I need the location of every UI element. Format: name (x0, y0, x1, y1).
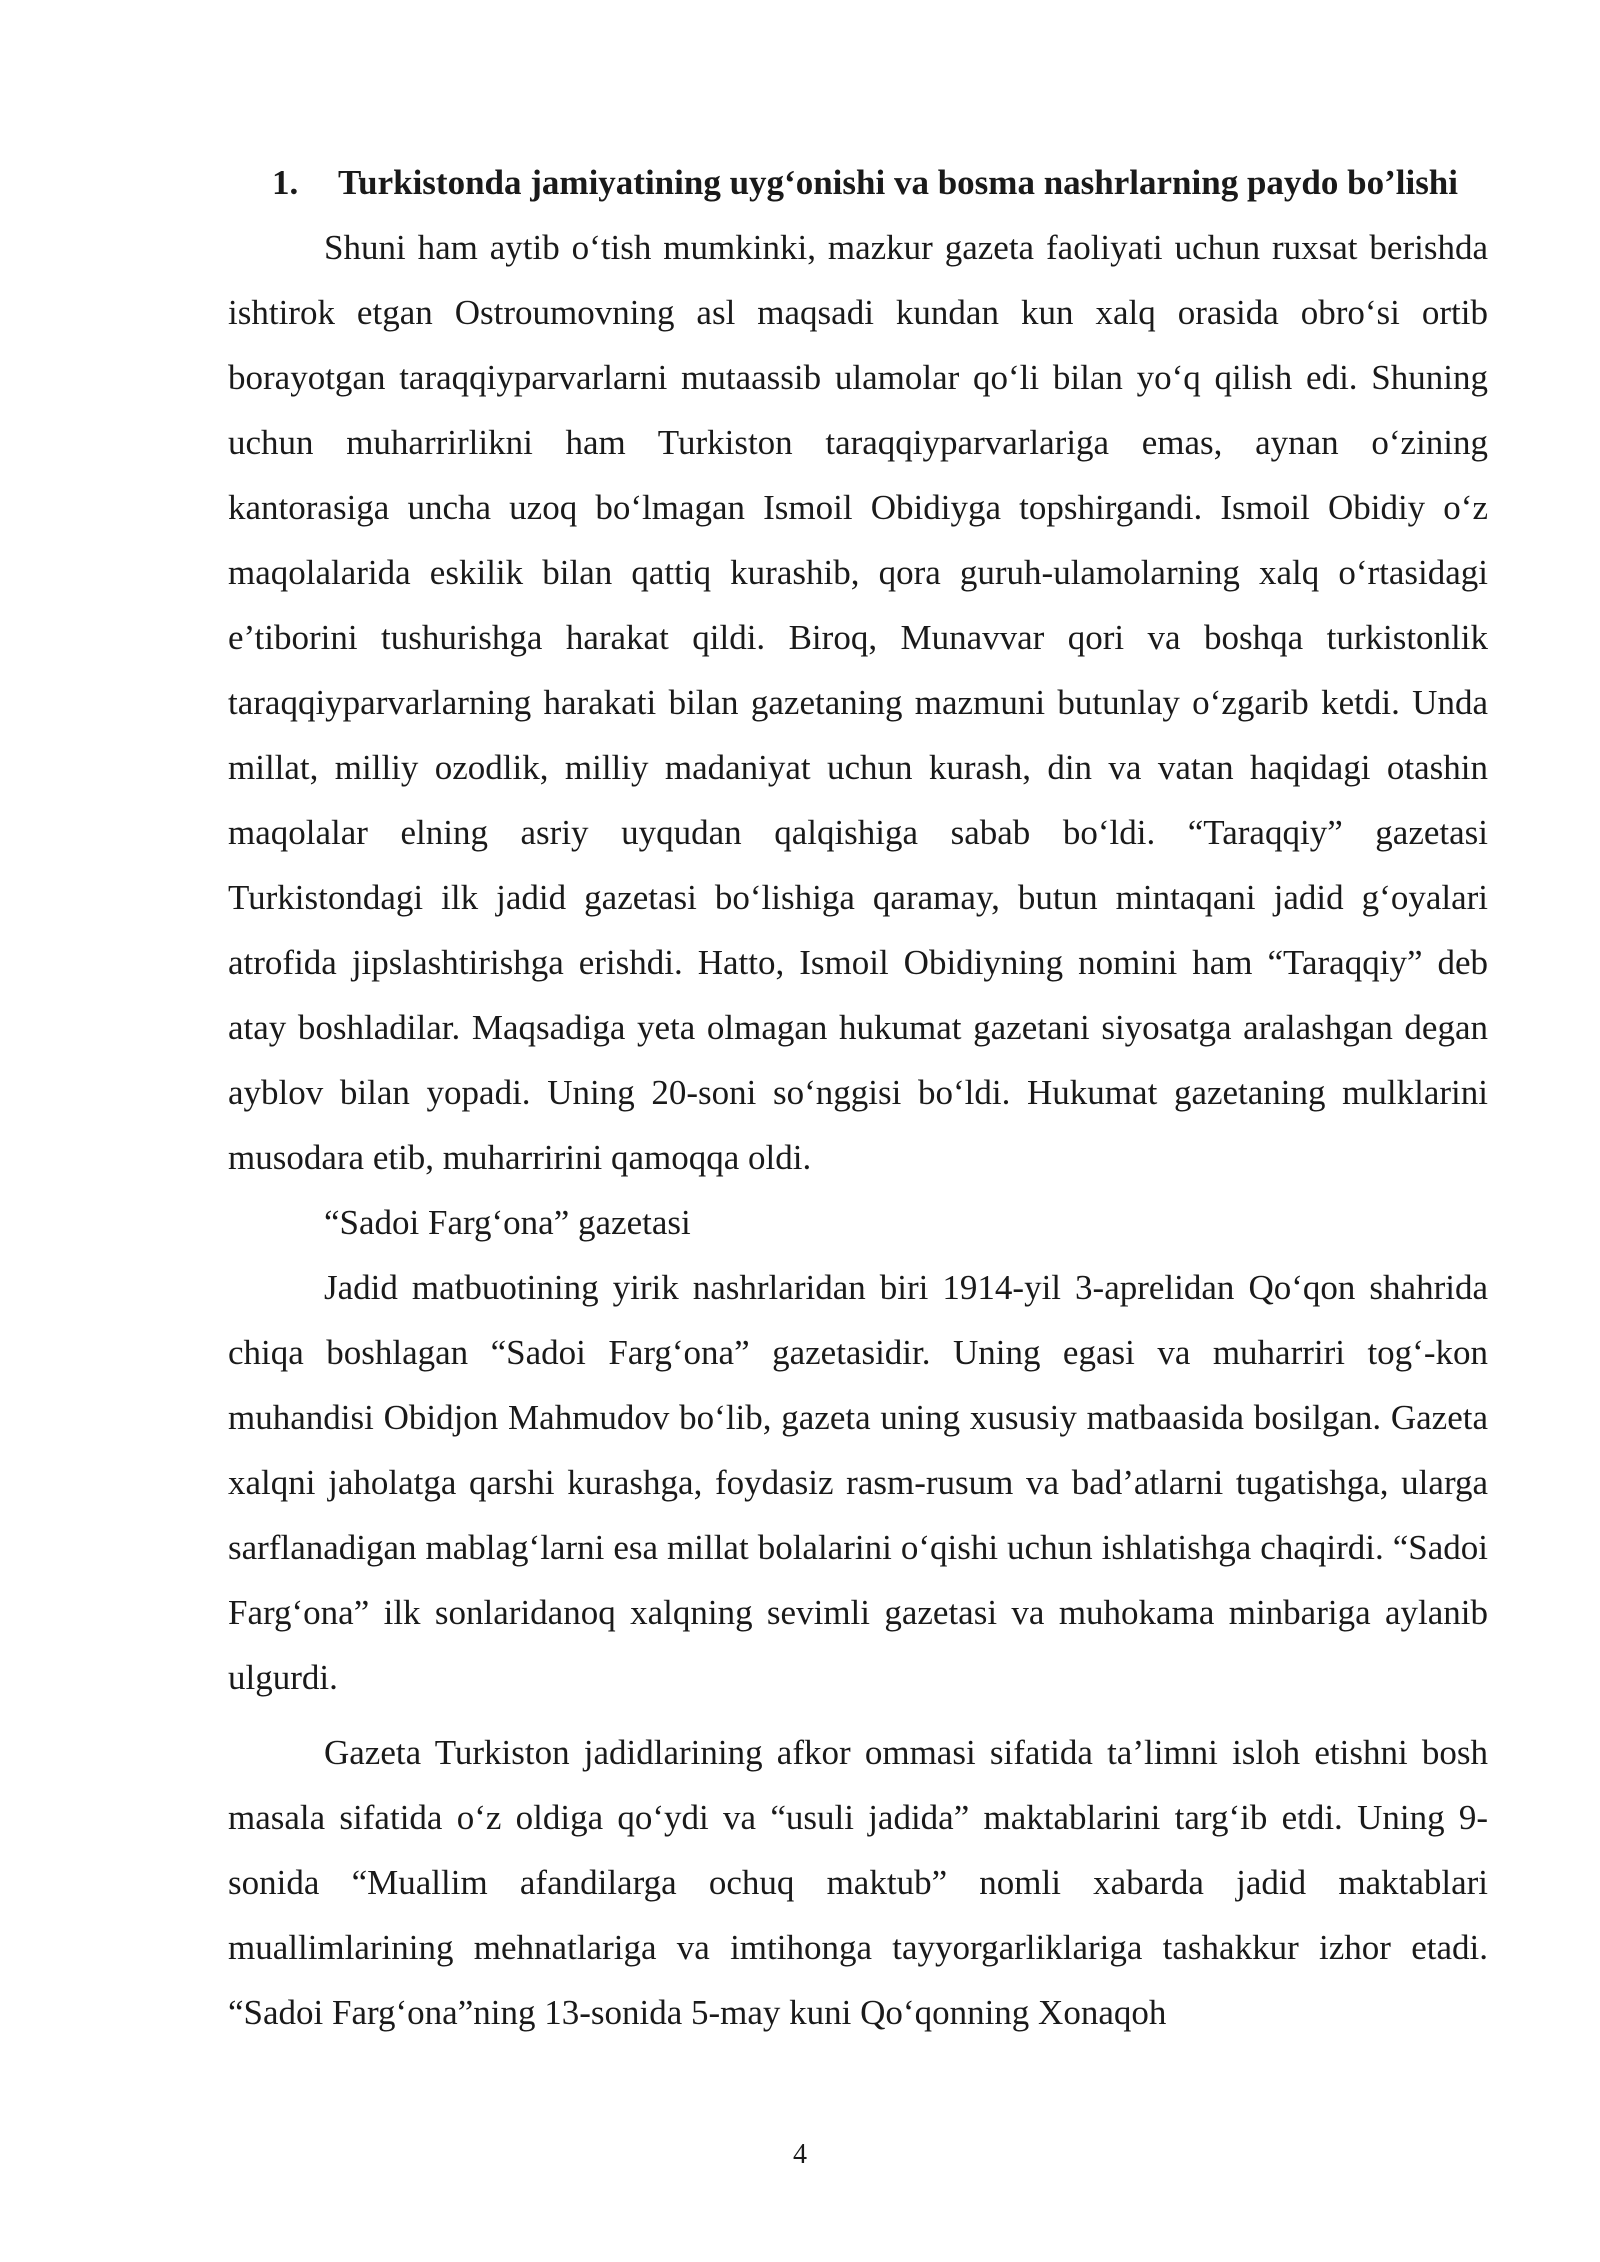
paragraph-education-reform: Gazeta Turkiston jadidlarining afkor ommasi sifatida ta’limni isloh etishni bosh masala sifatida o‘z oldiga qo‘ydi va “usuli jadida” maktablarini targ‘ib etdi. Uning 9-sonida “Muallim afandilarga ochuq maktub” nomli xabarda jadid maktablari muallimlarining mehnatlariga va imtihonga tayyorgarliklariga tashakkur izhor etadi. “Sadoi Farg‘ona”ning 13-sonida 5-may kuni Qo‘qonning Xonaqoh (228, 1733, 1488, 2032)
subheading-sadoi-fargona: “Sadoi Farg‘ona” gazetasi (324, 1203, 691, 1242)
section-title: Turkistonda jamiyatining uyg‘onishi va bosma nashrlarning paydo bo’lishi (337, 163, 1459, 202)
paragraph-taraqqiy: Shuni ham aytib o‘tish mumkinki, mazkur gazeta faoliyati uchun ruxsat berishda ishtirok etgan Ostroumovning asl maqsadi kundan kun xalq orasida obro‘si ortib borayotgan taraqqiyparvarlarni mutaassib ulamolar qo‘li bilan yo‘q qilish edi. Shuning uchun muharrirlikni ham Turkiston taraqqiyparvarlariga emas, aynan o‘zining kantorasiga uncha uzoq bo‘lmagan Ismoil Obidiyga topshirgandi. Ismoil Obidiy o‘z maqolalarida eskilik bilan qattiq kurashib, qora guruh-ulamolarning xalq o‘rtasidagi e’tiborini tushurishga harakat qildi. Biroq, Munavvar qori va boshqa turkistonlik taraqqiyparvarlarning harakati bilan gazetaning mazmuni butunlay o‘zgarib ketdi. Unda millat, milliy ozodlik, milliy madaniyat uchun kurash, din va vatan haqidagi otashin maqolalar elning asriy uyqudan qalqishiga sabab bo‘ldi. “Taraqqiy” gazetasi Turkistondagi ilk jadid gazetasi bo‘lishiga qaramay, butun mintaqani jadid g‘oyalari atrofida jipslashtirishga erishdi. Hatto, Ismoil Obidiyning nomini ham “Taraqqiy” deb atay boshladilar. Maqsadiga yeta olmagan hukumat gazetani siyosatga aralashgan degan ayblov bilan yopadi. Uning 20-soni so‘nggisi bo‘ldi. Hukumat gazetaning mulklarini musodara etib, muharririni qamoqqa oldi. (228, 228, 1488, 1177)
section-number: 1. (272, 163, 299, 202)
document-page (228, 150, 1488, 2045)
page-number: 4 (793, 2139, 807, 2170)
paragraph-sadoi-fargona: Jadid matbuotining yirik nashrlaridan biri 1914-yil 3-aprelidan Qo‘qon shahrida chiqa boshlagan “Sadoi Farg‘ona” gazetasidir. Uning egasi va muharriri tog‘-kon muhandisi Obidjon Mahmudov bo‘lib, gazeta uning xususiy matbaasida bosilgan. Gazeta xalqni jaholatga qarshi kurashga, foydasiz rasm-rusum va bad’atlarni tugatishga, ularga sarflanadigan mablag‘larni esa millat bolalarini o‘qishi uchun ishlatishga chaqirdi. “Sadoi Farg‘ona” ilk sonlaridanoq xalqning sevimli gazetasi va muhokama minbariga aylanib ulgurdi. (228, 1268, 1488, 1697)
section-heading (228, 150, 1488, 215)
